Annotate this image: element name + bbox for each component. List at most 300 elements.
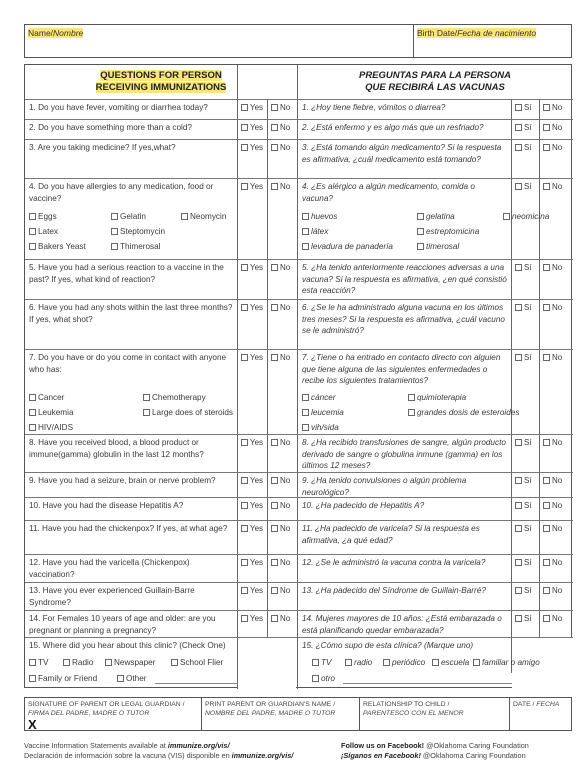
checkbox-square[interactable] (241, 559, 248, 566)
no-checkbox-1[interactable] (271, 103, 290, 113)
checkbox-label: School Flier (180, 658, 224, 667)
question-en-14: 14. For Females 10 years of age and older: are you pregnant or planning a pregnancy? (29, 614, 216, 635)
checkbox-square[interactable] (29, 659, 36, 666)
no-es-checkbox-14[interactable] (543, 614, 562, 624)
no-es-label: No (552, 524, 563, 533)
question-en-6: 6. Have you had any shots within the last three months? If yes, what shot? (29, 303, 233, 324)
yes-label: Yes (250, 123, 264, 132)
checkbox-square[interactable] (473, 659, 480, 666)
checkbox-square[interactable] (143, 409, 150, 416)
vis-link-es[interactable]: immunize.org/vis/ (231, 751, 294, 760)
checkbox-square[interactable] (302, 394, 309, 401)
checkbox-square[interactable] (271, 124, 278, 131)
q4-option-es-5[interactable] (417, 227, 479, 237)
q7-option-es-2[interactable] (408, 393, 466, 403)
question-en-8: 8. Have you received blood, a blood product or immune(gamma) globulin in the last 12 months? (29, 438, 204, 459)
checkbox-square[interactable] (241, 144, 248, 151)
checkbox-square[interactable] (241, 354, 248, 361)
row-divider (25, 349, 573, 350)
checkbox-label: quimioterapia (417, 393, 467, 402)
si-label: Sí (524, 524, 532, 533)
yes-label: Yes (250, 501, 264, 510)
name-birthdate-box (24, 24, 572, 58)
q7-option-en-1[interactable] (29, 393, 64, 403)
checkbox-square[interactable] (312, 675, 319, 682)
question-es-9: 9. ¿Ha tenido convulsiones o algún problema neurológico? (302, 476, 467, 497)
no-es-checkbox-1[interactable] (543, 103, 562, 113)
checkbox-square[interactable] (543, 525, 550, 532)
q15-option-es-4[interactable] (432, 658, 469, 668)
yes-checkbox-2[interactable] (241, 123, 263, 133)
checkbox-square[interactable] (271, 502, 278, 509)
q4-option-es-7[interactable] (417, 242, 459, 252)
checkbox-square[interactable] (408, 394, 415, 401)
checkbox-square[interactable] (29, 228, 36, 235)
no-checkbox-2[interactable] (271, 123, 290, 133)
checkbox-label: radio (354, 658, 373, 667)
checkbox-square[interactable] (302, 243, 309, 250)
checkbox-square[interactable] (271, 264, 278, 271)
no-checkbox-14[interactable] (271, 614, 290, 624)
yes-checkbox-14[interactable] (241, 614, 263, 624)
checkbox-square[interactable] (271, 144, 278, 151)
q15-option-es-1[interactable] (312, 658, 331, 668)
no-es-checkbox-13[interactable] (543, 586, 562, 596)
yes-label: Yes (250, 303, 264, 312)
yes-label: Yes (250, 263, 264, 272)
questions-table (24, 64, 572, 688)
checkbox-square[interactable] (29, 394, 36, 401)
row-divider (25, 139, 573, 140)
checkbox-square[interactable] (543, 104, 550, 111)
checkbox-square[interactable] (271, 477, 278, 484)
checkbox-square[interactable] (111, 228, 118, 235)
si-checkbox-5[interactable] (515, 263, 532, 273)
q15-option-en-3[interactable] (105, 658, 155, 668)
checkbox-square[interactable] (117, 675, 124, 682)
si-label: Sí (524, 263, 532, 272)
si-checkbox-7[interactable] (515, 353, 532, 363)
no-es-label: No (552, 143, 563, 152)
question-en-9: 9. Have you had a seizure, brain or nerve problem? (29, 476, 216, 485)
q7-option-en-3[interactable] (29, 408, 74, 418)
checkbox-square[interactable] (543, 354, 550, 361)
question-es-7: 7. ¿Tiene o ha entrado en contacto directo con alguien que tiene alguna de las siguientes enfermedades o recibe los siguientes tratamientos? (302, 353, 501, 385)
checkbox-label: Thimerosal (120, 242, 161, 251)
checkbox-square[interactable] (143, 394, 150, 401)
checkbox-label: Neomycin (190, 212, 227, 221)
si-checkbox-10[interactable] (515, 501, 532, 511)
checkbox-square[interactable] (515, 183, 522, 190)
no-checkbox-8[interactable] (271, 438, 290, 448)
checkbox-square[interactable] (271, 183, 278, 190)
no-label: No (280, 353, 291, 362)
q7-option-en-5[interactable] (29, 423, 73, 433)
question-en-7: 7. Do you have or do you come in contact with anyone who has: (29, 353, 227, 374)
yes-checkbox-4[interactable] (241, 182, 263, 192)
checkbox-square[interactable] (241, 525, 248, 532)
checkbox-square[interactable] (312, 659, 319, 666)
no-label: No (280, 143, 291, 152)
column-line (267, 99, 268, 673)
q4-option-es-3[interactable] (503, 212, 549, 222)
si-checkbox-14[interactable] (515, 614, 532, 624)
checkbox-label: grandes dosis de esteroides (417, 408, 520, 417)
no-label: No (280, 501, 291, 510)
no-checkbox-6[interactable] (271, 303, 290, 313)
q4-option-en-3[interactable] (181, 212, 226, 222)
checkbox-square[interactable] (105, 659, 112, 666)
si-label: Sí (524, 303, 532, 312)
checkbox-square[interactable] (241, 477, 248, 484)
checkbox-square[interactable] (417, 213, 424, 220)
column-line (539, 99, 540, 673)
relationship-field[interactable]: RELATIONSHIP TO CHILD / PARENTESCO CON EL MENOR (363, 701, 464, 717)
checkbox-square[interactable] (543, 477, 550, 484)
checkbox-label: Chemotherapy (152, 393, 206, 402)
checkbox-square[interactable] (383, 659, 390, 666)
birth-date-field-label[interactable]: Birth Date/Fecha de nacimiento (417, 28, 537, 38)
checkbox-label: cáncer (311, 393, 336, 402)
si-label: Sí (524, 143, 532, 152)
checkbox-square[interactable] (515, 264, 522, 271)
checkbox-square[interactable] (271, 525, 278, 532)
question-es-2: 2. ¿Está enfermo y es algo más que un resfriado? (302, 123, 484, 132)
question-en-5: 5. Have you had a serious reaction to a vaccine in the past? If yes, what kind of reaction? (29, 263, 224, 284)
yes-checkbox-5[interactable] (241, 263, 263, 273)
no-label: No (280, 303, 291, 312)
no-es-checkbox-9[interactable] (543, 476, 562, 486)
si-checkbox-4[interactable] (515, 182, 532, 192)
checkbox-square[interactable] (543, 124, 550, 131)
checkbox-square[interactable] (241, 124, 248, 131)
checkbox-square[interactable] (241, 615, 248, 622)
header-divider (413, 25, 414, 57)
checkbox-label: HIV/AIDS (38, 423, 74, 432)
checkbox-square[interactable] (302, 424, 309, 431)
q4-option-en-2[interactable] (111, 212, 146, 222)
yes-label: Yes (250, 476, 264, 485)
no-es-checkbox-12[interactable] (543, 558, 562, 568)
checkbox-square[interactable] (515, 615, 522, 622)
q4-option-es-6[interactable] (302, 242, 393, 252)
no-es-label: No (552, 614, 563, 623)
yes-checkbox-1[interactable] (241, 103, 263, 113)
yes-checkbox-10[interactable] (241, 501, 263, 511)
checkbox-square[interactable] (171, 659, 178, 666)
checkbox-square[interactable] (543, 264, 550, 271)
checkbox-square[interactable] (271, 304, 278, 311)
si-label: Sí (524, 558, 532, 567)
no-checkbox-10[interactable] (271, 501, 290, 511)
row-divider (25, 259, 573, 260)
checkbox-square[interactable] (241, 104, 248, 111)
no-checkbox-4[interactable] (271, 182, 290, 192)
checkbox-square[interactable] (543, 304, 550, 311)
q7-option-es-3[interactable] (302, 408, 344, 418)
row-divider (25, 99, 573, 100)
q4-option-en-4[interactable] (29, 227, 58, 237)
checkbox-square[interactable] (29, 675, 36, 682)
checkbox-label: Family or Friend (38, 674, 98, 683)
question-en-4: 4. Do you have allergies to any medication, food or vaccine? (29, 182, 214, 203)
checkbox-label: TV (38, 658, 49, 667)
checkbox-label: Leukemia (38, 408, 74, 417)
checkbox-square[interactable] (29, 213, 36, 220)
checkbox-square[interactable] (345, 659, 352, 666)
checkbox-square[interactable] (543, 502, 550, 509)
si-checkbox-8[interactable] (515, 438, 532, 448)
no-es-checkbox-7[interactable] (543, 353, 562, 363)
name-field-label[interactable]: Name/Nombre (28, 28, 84, 38)
checkbox-square[interactable] (503, 213, 510, 220)
q4-option-en-6[interactable] (29, 242, 86, 252)
question-es-15: 15. ¿Cómo supo de esta clínica? (Marque uno) (302, 641, 474, 650)
no-es-checkbox-6[interactable] (543, 303, 562, 313)
si-checkbox-12[interactable] (515, 558, 532, 568)
q4-option-es-2[interactable] (417, 212, 455, 222)
checkbox-square[interactable] (241, 304, 248, 311)
checkbox-square[interactable] (302, 409, 309, 416)
checkbox-square[interactable] (29, 243, 36, 250)
si-checkbox-3[interactable] (515, 143, 532, 153)
q7-option-es-4[interactable] (408, 408, 519, 418)
question-es-6: 6. ¿Se le ha administrado alguna vacuna en los últimos tres meses? Si la respuesta es afirmativa, ¿cuál vacuno se le administró? (302, 303, 505, 335)
checkbox-label: gelatina (426, 212, 455, 221)
q15-option-en-4[interactable] (171, 658, 223, 668)
no-es-label: No (552, 586, 563, 595)
vis-english-note: Vaccine Information Statements available at immunize.org/vis/ (24, 741, 230, 750)
yes-checkbox-12[interactable] (241, 558, 263, 568)
checkbox-label: Cancer (38, 393, 65, 402)
sig-divider (201, 698, 202, 730)
yes-checkbox-9[interactable] (241, 476, 263, 486)
signature-field[interactable]: SIGNATURE OF PARENT OR LEGAL GUARDIAN / FIRMA DEL PADRE, MADRE O TUTOR (28, 701, 185, 717)
no-label: No (280, 263, 291, 272)
checkbox-label: Latex (38, 227, 59, 236)
row-divider (25, 434, 573, 435)
row-divider (25, 637, 573, 638)
yes-checkbox-8[interactable] (241, 438, 263, 448)
checkbox-square[interactable] (515, 559, 522, 566)
yes-label: Yes (250, 438, 264, 447)
no-es-checkbox-11[interactable] (543, 524, 562, 534)
no-es-label: No (552, 438, 563, 447)
checkbox-square[interactable] (302, 228, 309, 235)
checkbox-square[interactable] (29, 424, 36, 431)
q7-option-es-5[interactable] (302, 423, 339, 433)
checkbox-square[interactable] (543, 144, 550, 151)
no-es-checkbox-8[interactable] (543, 438, 562, 448)
no-es-checkbox-2[interactable] (543, 123, 562, 133)
si-checkbox-13[interactable] (515, 586, 532, 596)
print-name-field[interactable]: PRINT PARENT OR GUARDIAN'S NAME / NOMBRE DEL PADRE, MADRE O TUTOR (205, 701, 336, 717)
checkbox-square[interactable] (271, 104, 278, 111)
no-checkbox-5[interactable] (271, 263, 290, 273)
checkbox-square[interactable] (271, 354, 278, 361)
checkbox-square[interactable] (515, 587, 522, 594)
si-checkbox-1[interactable] (515, 103, 532, 113)
checkbox-square[interactable] (241, 264, 248, 271)
checkbox-square[interactable] (515, 502, 522, 509)
checkbox-square[interactable] (271, 559, 278, 566)
no-checkbox-9[interactable] (271, 476, 290, 486)
question-es-3: 3. ¿Está tomando algún medicamento? Si la respuesta es afirmativa, ¿cuál medicamento está tomando? (302, 143, 502, 164)
row-divider (25, 520, 573, 521)
checkbox-square[interactable] (241, 439, 248, 446)
q4-option-en-1[interactable] (29, 212, 57, 222)
yes-checkbox-6[interactable] (241, 303, 263, 313)
q7-option-en-4[interactable] (143, 408, 233, 418)
si-label: Sí (524, 123, 532, 132)
no-checkbox-3[interactable] (271, 143, 290, 153)
checkbox-square[interactable] (408, 409, 415, 416)
question-en-15: 15. Where did you hear about this clinic? (Check One) (29, 641, 226, 650)
checkbox-square[interactable] (111, 243, 118, 250)
q15-option-en-2[interactable] (63, 658, 93, 668)
checkbox-label: periódico (392, 658, 426, 667)
no-checkbox-7[interactable] (271, 353, 290, 363)
si-label: Sí (524, 103, 532, 112)
yes-checkbox-11[interactable] (241, 524, 263, 534)
checkbox-square[interactable] (543, 615, 550, 622)
checkbox-square[interactable] (515, 477, 522, 484)
checkbox-label: otro (321, 674, 336, 683)
no-es-checkbox-3[interactable] (543, 143, 562, 153)
si-label: Sí (524, 438, 532, 447)
checkbox-square[interactable] (111, 213, 118, 220)
checkbox-square[interactable] (543, 439, 550, 446)
checkbox-square[interactable] (271, 439, 278, 446)
no-checkbox-13[interactable] (271, 586, 290, 596)
checkbox-square[interactable] (543, 587, 550, 594)
vis-link[interactable]: immunize.org/vis/ (167, 741, 230, 750)
checkbox-square[interactable] (515, 144, 522, 151)
q7-option-es-1[interactable] (302, 393, 336, 403)
q15-option-es-2[interactable] (345, 658, 372, 668)
checkbox-square[interactable] (271, 587, 278, 594)
facebook-english-note: Follow us on Facebook! @Oklahoma Caring Foundation (341, 741, 529, 750)
checkbox-square[interactable] (515, 354, 522, 361)
q4-option-en-5[interactable] (111, 227, 165, 237)
checkbox-label: TV (321, 658, 332, 667)
no-es-checkbox-10[interactable] (543, 501, 562, 511)
spanish-section-title: PREGUNTAS PARA LA PERSONA QUE RECIBIRÁ LAS VACUNAS (358, 70, 511, 93)
checkbox-square[interactable] (417, 228, 424, 235)
checkbox-square[interactable] (543, 559, 550, 566)
checkbox-square[interactable] (515, 304, 522, 311)
no-es-checkbox-4[interactable] (543, 182, 562, 192)
no-es-label: No (552, 263, 563, 272)
question-es-13: 13. ¿Ha padecido del Síndrome de Guillain-Barré? (302, 586, 486, 595)
si-label: Sí (524, 476, 532, 485)
question-es-8: 8. ¿Ha recibido transfusiones de sangre, algún producto derivado de sangre o globulina inmune (gamma) en los últimos 12 meses? (302, 438, 506, 470)
checkbox-square[interactable] (432, 659, 439, 666)
facebook-spanish-note: ¡Síganos en Facebook! @Oklahoma Caring Foundation (341, 751, 526, 760)
q4-option-es-1[interactable] (302, 212, 337, 222)
row-divider (25, 472, 573, 473)
checkbox-square[interactable] (181, 213, 188, 220)
q15-option-es-5[interactable] (473, 658, 540, 668)
question-es-5: 5. ¿Ha tenido anteriormente reacciones adversas a una vacuna? Si la respuesta es afirmativa, ¿en qué consistió esta reacción? (302, 263, 507, 295)
vis-spanish-note: Declaración de información sobre la vacuna (VIS) disponible en immunize.org/vis/ (24, 751, 294, 760)
si-checkbox-6[interactable] (515, 303, 532, 313)
si-checkbox-9[interactable] (515, 476, 532, 486)
checkbox-square[interactable] (63, 659, 70, 666)
sig-divider (509, 698, 510, 730)
no-checkbox-12[interactable] (271, 558, 290, 568)
q4-option-en-7[interactable] (111, 242, 161, 252)
checkbox-label: Eggs (38, 212, 57, 221)
checkbox-square[interactable] (241, 183, 248, 190)
si-checkbox-11[interactable] (515, 524, 532, 534)
checkbox-label: neomicina (512, 212, 550, 221)
no-label: No (280, 524, 291, 533)
checkbox-label: timerosal (426, 242, 460, 251)
q15-option-es-6[interactable] (312, 674, 335, 684)
checkbox-square[interactable] (543, 183, 550, 190)
si-label: Sí (524, 182, 532, 191)
yes-checkbox-3[interactable] (241, 143, 263, 153)
checkbox-label: Newspaper (114, 658, 156, 667)
checkbox-square[interactable] (515, 124, 522, 131)
q15-option-en-6[interactable] (117, 674, 146, 684)
row-divider (25, 119, 573, 120)
q15-option-en-1[interactable] (29, 658, 48, 668)
no-label: No (280, 586, 291, 595)
no-es-checkbox-5[interactable] (543, 263, 562, 273)
si-label: Sí (524, 614, 532, 623)
checkbox-square[interactable] (29, 409, 36, 416)
q7-option-en-2[interactable] (143, 393, 206, 403)
row-divider (25, 554, 573, 555)
no-es-label: No (552, 558, 563, 567)
no-es-label: No (552, 123, 563, 132)
checkbox-label: levadura de panadería (311, 242, 393, 251)
row-divider (25, 178, 573, 179)
yes-label: Yes (250, 103, 264, 112)
yes-label: Yes (250, 524, 264, 533)
no-es-label: No (552, 103, 563, 112)
q15-option-en-5[interactable] (29, 674, 97, 684)
no-label: No (280, 476, 291, 485)
checkbox-square[interactable] (417, 243, 424, 250)
question-es-10: 10. ¿Ha padecido de Hepatitis A? (302, 501, 425, 510)
q15-option-es-3[interactable] (383, 658, 425, 668)
no-es-label: No (552, 501, 563, 510)
yes-checkbox-7[interactable] (241, 353, 263, 363)
no-es-label: No (552, 303, 563, 312)
column-line (237, 65, 238, 689)
checkbox-square[interactable] (241, 502, 248, 509)
english-section-title: QUESTIONS FOR PERSON RECEIVING IMMUNIZATIONS (95, 70, 227, 93)
no-checkbox-11[interactable] (271, 524, 290, 534)
si-checkbox-2[interactable] (515, 123, 532, 133)
yes-checkbox-13[interactable] (241, 586, 263, 596)
checkbox-square[interactable] (271, 615, 278, 622)
no-label: No (280, 558, 291, 567)
checkbox-square[interactable] (515, 104, 522, 111)
yes-label: Yes (250, 586, 264, 595)
checkbox-label: Other (126, 674, 147, 683)
q4-option-es-4[interactable] (302, 227, 328, 237)
checkbox-square[interactable] (241, 587, 248, 594)
checkbox-square[interactable] (515, 525, 522, 532)
checkbox-square[interactable] (515, 439, 522, 446)
checkbox-label: escuela (441, 658, 470, 667)
date-field[interactable]: DATE / FECHA (513, 701, 560, 708)
checkbox-square[interactable] (302, 213, 309, 220)
